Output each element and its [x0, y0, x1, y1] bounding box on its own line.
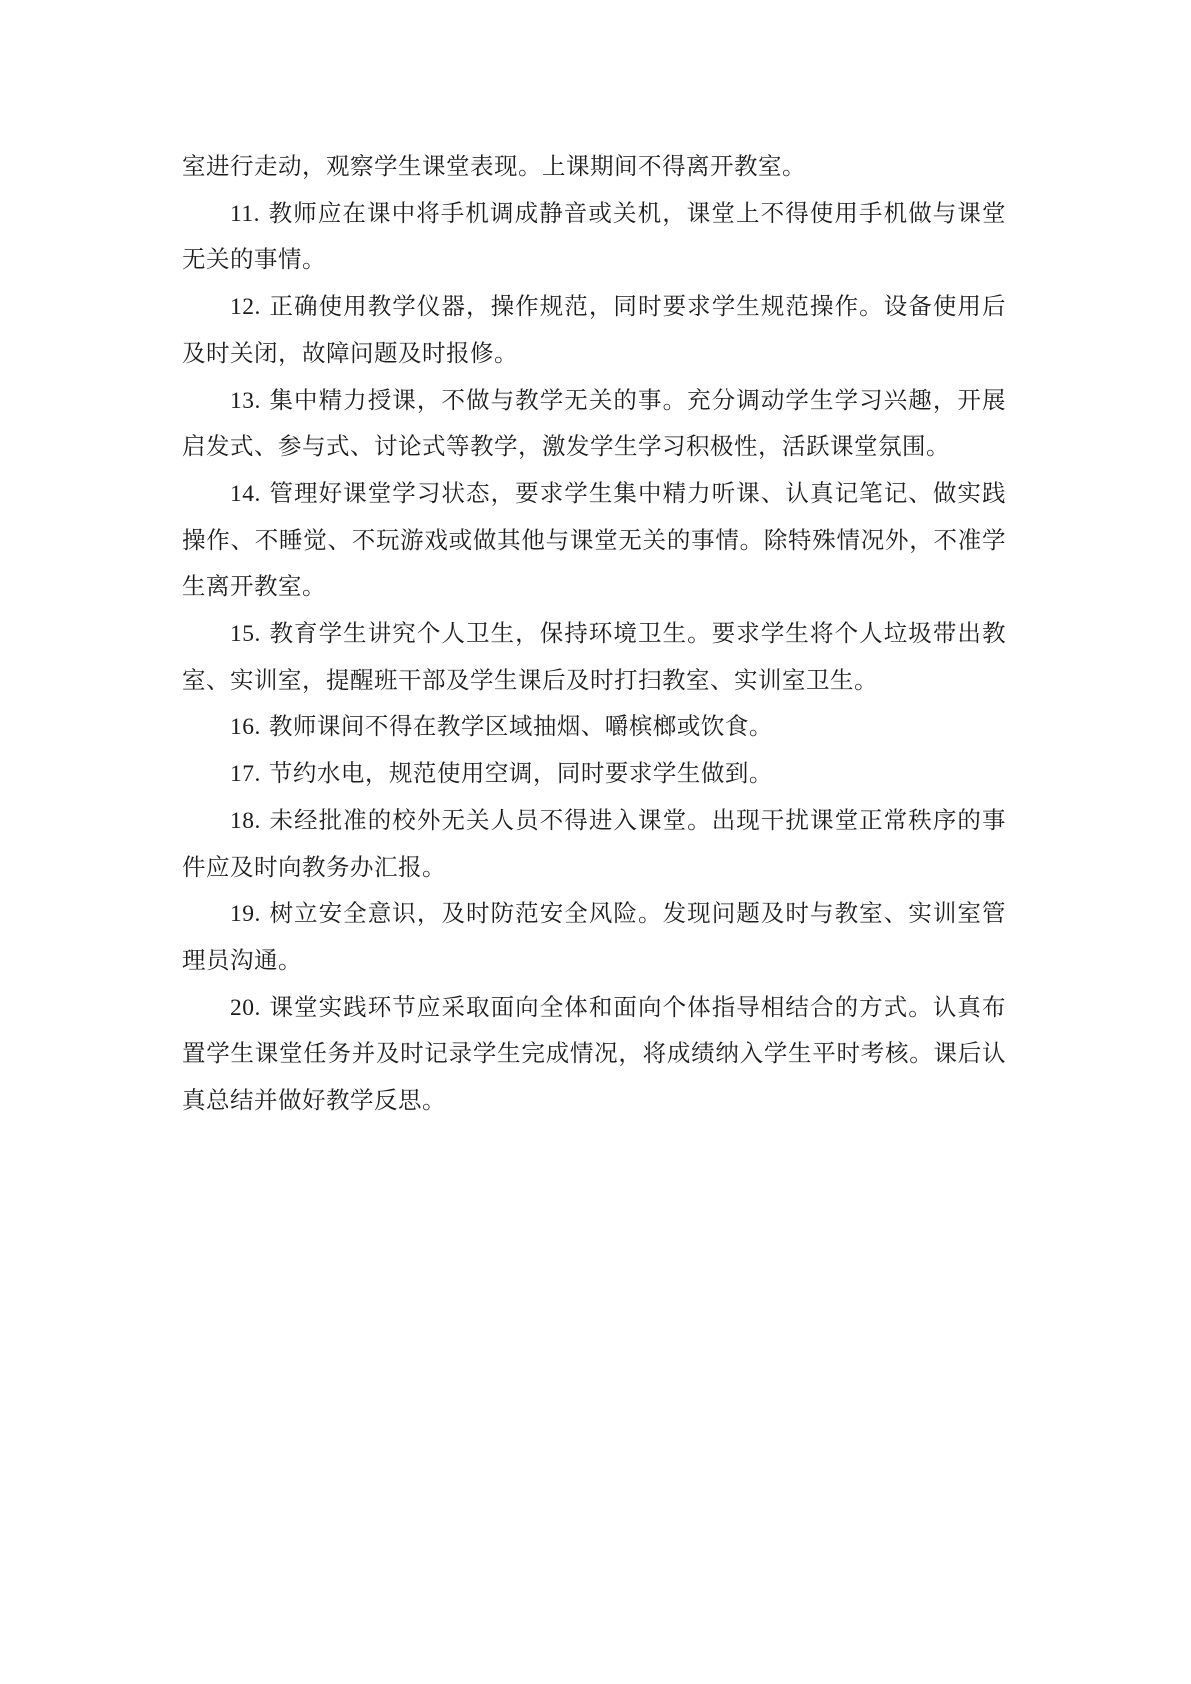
rule-item-number: 14. — [230, 480, 261, 507]
continuation-paragraph: 室进行走动，观察学生课堂表现。上课期间不得离开教室。 — [182, 154, 806, 180]
rule-item-16 — [182, 704, 1006, 751]
rule-item-text: 教师应在课中将手机调成静音或关机，课堂上不得使用手机做与课堂无关的事情。 — [182, 200, 1006, 274]
rule-item-text: 节约水电，规范使用空调，同时要求学生做到。 — [268, 761, 773, 788]
numbered-rule-list — [182, 191, 1006, 1125]
rule-item-18 — [182, 798, 1006, 891]
rule-item-14 — [182, 471, 1006, 611]
rule-item-number: 12. — [230, 294, 261, 321]
rule-item-text: 树立安全意识，及时防范安全风险。发现问题及时与教室、实训室管理员沟通。 — [182, 901, 1006, 974]
rule-item-number: 15. — [230, 621, 261, 648]
rule-item-text: 集中精力授课，不做与教学无关的事。充分调动学生学习兴趣，开展启发式、参与式、讨论式等教学，激发学生学习积极性，活跃课堂氛围。 — [182, 387, 1006, 461]
rule-item-11 — [182, 191, 1006, 284]
document-content — [182, 144, 1006, 1125]
rule-item-20 — [182, 985, 1006, 1125]
rule-item-19 — [182, 891, 1006, 984]
rule-item-text: 管理好课堂学习状态，要求学生集中精力听课、认真记笔记、做实践操作、不睡觉、不玩游戏或做其他与课堂无关的事情。除特殊情况外，不准学生离开教室。 — [182, 480, 1006, 601]
rule-item-number: 11. — [230, 200, 261, 227]
rule-item-15 — [182, 611, 1006, 704]
rule-item-number: 20. — [230, 994, 261, 1021]
rule-item-number: 17. — [230, 761, 261, 788]
rule-item-number: 16. — [230, 714, 261, 741]
rule-item-13 — [182, 378, 1006, 471]
rule-item-text: 未经批准的校外无关人员不得进入课堂。出现干扰课堂正常秩序的事件应及时向教务办汇报。 — [182, 807, 1006, 881]
rule-item-text: 课堂实践环节应采取面向全体和面向个体指导相结合的方式。认真布置学生课堂任务并及时记录学生完成情况，将成绩纳入学生平时考核。课后认真总结并做好教学反思。 — [182, 994, 1006, 1115]
rule-item-text: 正确使用教学仪器，操作规范，同时要求学生规范操作。设备使用后及时关闭，故障问题及时报修。 — [182, 294, 1006, 367]
rule-item-number: 18. — [230, 807, 261, 834]
rule-item-12 — [182, 284, 1006, 377]
rule-item-text: 教育学生讲究个人卫生，保持环境卫生。要求学生将个人垃圾带出教室、实训室，提醒班干部及学生课后及时打扫教室、实训室卫生。 — [182, 621, 1006, 694]
rule-item-number: 13. — [230, 387, 261, 414]
rule-item-text: 教师课间不得在教学区域抽烟、嚼槟榔或饮食。 — [268, 714, 773, 741]
rule-item-17 — [182, 751, 1006, 798]
rule-item-number: 19. — [230, 901, 261, 928]
